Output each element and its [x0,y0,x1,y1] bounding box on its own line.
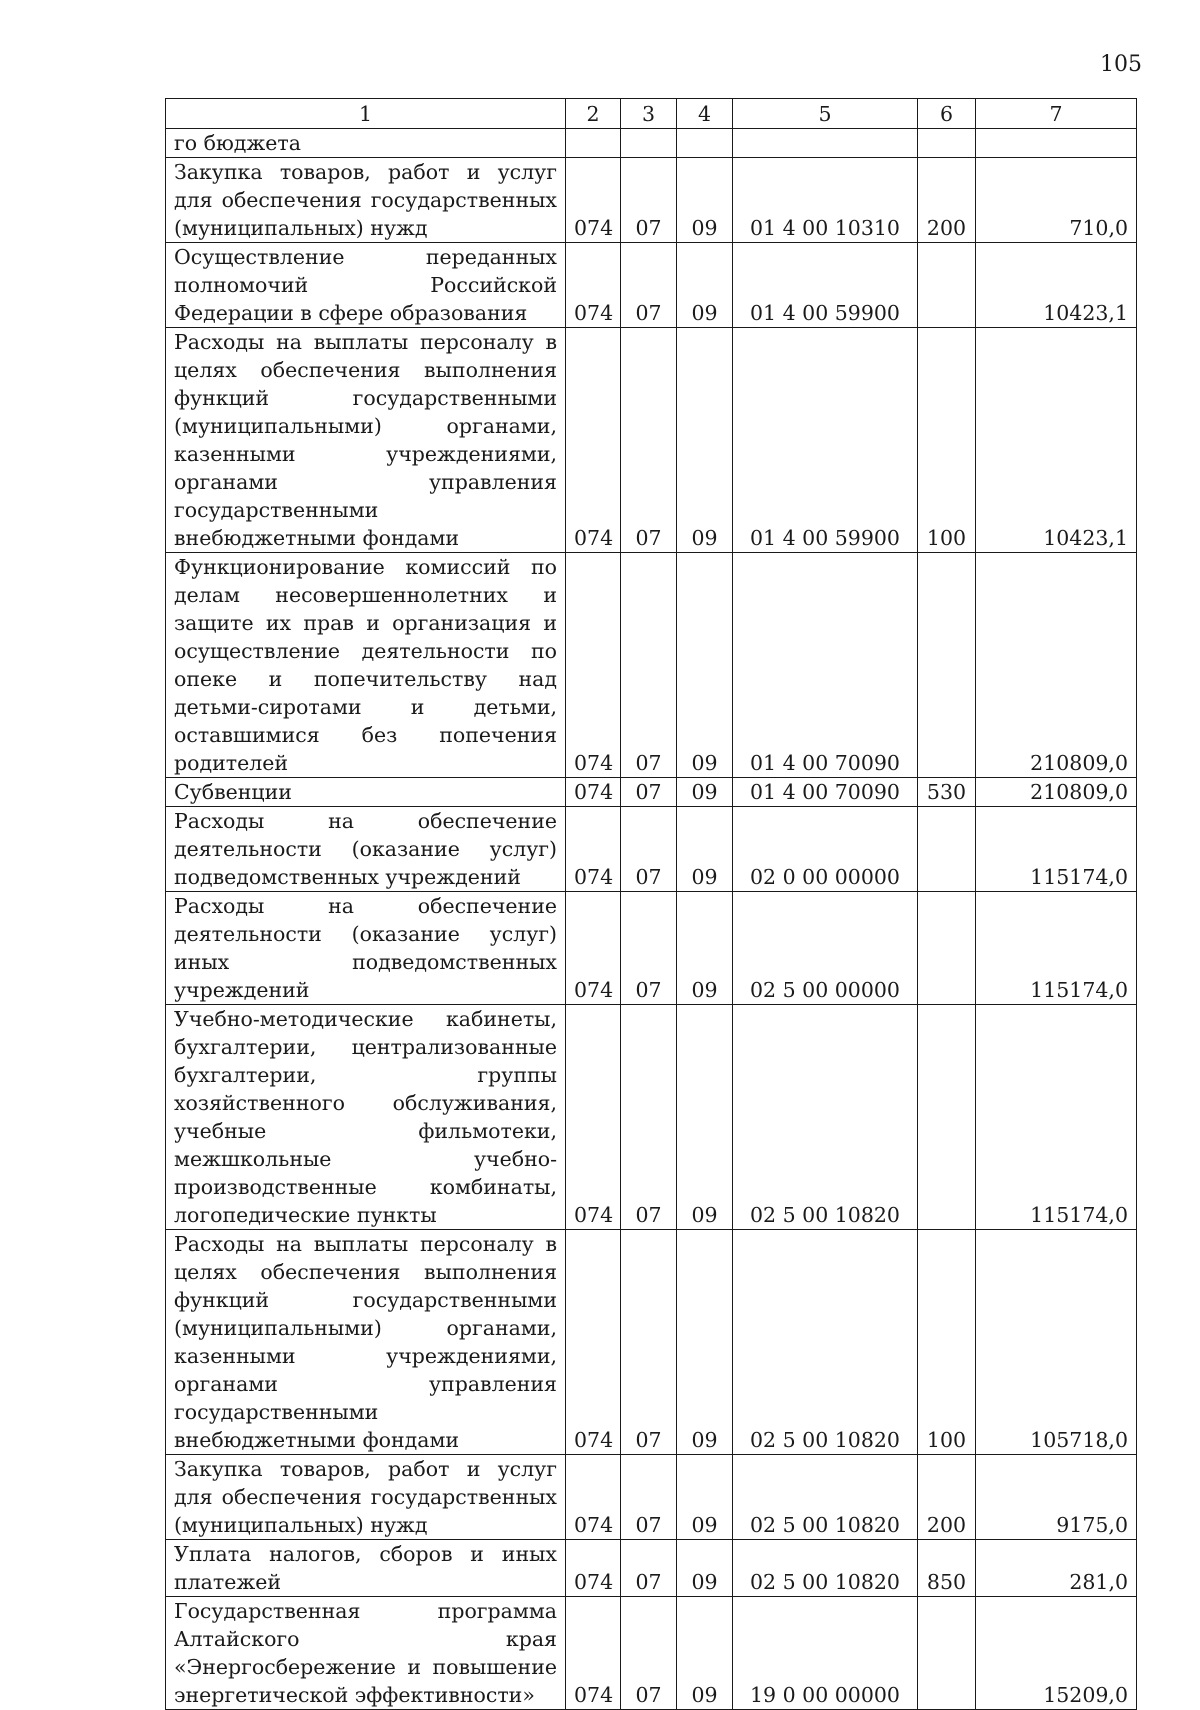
amount-cell: 210809,0 [976,553,1137,778]
table-row [166,778,1137,807]
section-cell: 07 [621,1230,677,1455]
admin-code-cell: 074 [566,328,621,553]
amount-cell: 105718,0 [976,1230,1137,1455]
expense-type-cell [918,129,976,158]
target-article-cell: 01 4 00 70090 [733,553,918,778]
target-article-cell: 02 0 00 00000 [733,807,918,892]
admin-code-cell: 074 [566,778,621,807]
table-row [166,553,1137,778]
target-article-cell: 01 4 00 70090 [733,778,918,807]
target-article-cell: 01 4 00 10310 [733,158,918,243]
target-article-cell: 02 5 00 10820 [733,1005,918,1230]
admin-code-cell: 074 [566,1540,621,1597]
target-article-cell: 02 5 00 00000 [733,892,918,1005]
subsection-cell: 09 [677,243,733,328]
header-cell-5: 5 [733,99,918,129]
page-number: 105 [1100,52,1142,77]
subsection-cell: 09 [677,807,733,892]
admin-code-cell: 074 [566,243,621,328]
subsection-cell: 09 [677,778,733,807]
expense-type-cell [918,1597,976,1710]
expense-type-cell: 850 [918,1540,976,1597]
expense-type-cell: 200 [918,1455,976,1540]
table-row [166,328,1137,553]
section-cell: 07 [621,1540,677,1597]
table-row [166,807,1137,892]
table-row [166,1597,1137,1710]
expense-type-cell: 200 [918,158,976,243]
header-cell-3: 3 [621,99,677,129]
table-row [166,1230,1137,1455]
section-cell [621,129,677,158]
amount-cell: 115174,0 [976,1005,1137,1230]
amount-cell: 210809,0 [976,778,1137,807]
table-row [166,1005,1137,1230]
budget-table [165,98,1137,1710]
subsection-cell: 09 [677,1230,733,1455]
subsection-cell: 09 [677,1455,733,1540]
row-name-cell: Расходы на выплаты персоналу в целях обеспечения выполнения функций государственными (муниципальными) органами, казенными учреждениями, органами управления государственными внебюджетными фондами [166,1230,566,1455]
amount-cell: 15209,0 [976,1597,1137,1710]
row-name-cell: Закупка товаров, работ и услуг для обеспечения государственных (муниципальных) нужд [166,158,566,243]
table-row [166,129,1137,158]
subsection-cell: 09 [677,892,733,1005]
row-name-cell: Расходы на выплаты персоналу в целях обеспечения выполнения функций государственными (муниципальными) органами, казенными учреждениями, органами управления государственными внебюджетными фондами [166,328,566,553]
target-article-cell: 02 5 00 10820 [733,1540,918,1597]
header-cell-4: 4 [677,99,733,129]
admin-code-cell: 074 [566,158,621,243]
subsection-cell [677,129,733,158]
table-row [166,158,1137,243]
table-row [166,243,1137,328]
admin-code-cell: 074 [566,1005,621,1230]
amount-cell [976,129,1137,158]
row-name-cell: го бюджета [166,129,566,158]
section-cell: 07 [621,158,677,243]
row-name-cell: Субвенции [166,778,566,807]
row-name-cell: Уплата налогов, сборов и иных платежей [166,1540,566,1597]
row-name-cell: Учебно-методические кабинеты, бухгалтерии, централизованные бухгалтерии, группы хозяйственного обслуживания, учебные фильмотеки, межшкольные учебно-производственные комбинаты, логопедические пункты [166,1005,566,1230]
section-cell: 07 [621,1005,677,1230]
table-row [166,1455,1137,1540]
target-article-cell: 01 4 00 59900 [733,328,918,553]
expense-type-cell [918,553,976,778]
subsection-cell: 09 [677,1005,733,1230]
header-cell-6: 6 [918,99,976,129]
header-cell-2: 2 [566,99,621,129]
admin-code-cell: 074 [566,1455,621,1540]
amount-cell: 10423,1 [976,243,1137,328]
table-row [166,1540,1137,1597]
table-row [166,892,1137,1005]
amount-cell: 115174,0 [976,807,1137,892]
row-name-cell: Закупка товаров, работ и услуг для обеспечения государственных (муниципальных) нужд [166,1455,566,1540]
row-name-cell: Функционирование комиссий по делам несовершеннолетних и защите их прав и организация и осуществление деятельности по опеке и попечительству над детьми-сиротами и детьми, оставшимися без попечения родителей [166,553,566,778]
amount-cell: 9175,0 [976,1455,1137,1540]
section-cell: 07 [621,778,677,807]
section-cell: 07 [621,1597,677,1710]
amount-cell: 281,0 [976,1540,1137,1597]
section-cell: 07 [621,1455,677,1540]
admin-code-cell: 074 [566,807,621,892]
header-cell-7: 7 [976,99,1137,129]
section-cell: 07 [621,892,677,1005]
admin-code-cell: 074 [566,1230,621,1455]
amount-cell: 115174,0 [976,892,1137,1005]
expense-type-cell [918,1005,976,1230]
target-article-cell: 01 4 00 59900 [733,243,918,328]
row-name-cell: Государственная программа Алтайского края «Энергосбережение и повышение энергетической эффективности» [166,1597,566,1710]
row-name-cell: Расходы на обеспечение деятельности (оказание услуг) подведомственных учреждений [166,807,566,892]
expense-type-cell [918,807,976,892]
expense-type-cell: 530 [918,778,976,807]
admin-code-cell [566,129,621,158]
subsection-cell: 09 [677,1597,733,1710]
expense-type-cell [918,892,976,1005]
header-cell-1: 1 [166,99,566,129]
subsection-cell: 09 [677,1540,733,1597]
section-cell: 07 [621,807,677,892]
admin-code-cell: 074 [566,1597,621,1710]
section-cell: 07 [621,553,677,778]
amount-cell: 10423,1 [976,328,1137,553]
target-article-cell: 19 0 00 00000 [733,1597,918,1710]
expense-type-cell [918,243,976,328]
section-cell: 07 [621,243,677,328]
target-article-cell: 02 5 00 10820 [733,1455,918,1540]
row-name-cell: Осуществление переданных полномочий Российской Федерации в сфере образования [166,243,566,328]
table-header-row [166,99,1137,129]
expense-type-cell: 100 [918,328,976,553]
subsection-cell: 09 [677,328,733,553]
admin-code-cell: 074 [566,892,621,1005]
row-name-cell: Расходы на обеспечение деятельности (оказание услуг) иных подведомственных учреждений [166,892,566,1005]
subsection-cell: 09 [677,158,733,243]
expense-type-cell: 100 [918,1230,976,1455]
section-cell: 07 [621,328,677,553]
amount-cell: 710,0 [976,158,1137,243]
target-article-cell [733,129,918,158]
target-article-cell: 02 5 00 10820 [733,1230,918,1455]
admin-code-cell: 074 [566,553,621,778]
subsection-cell: 09 [677,553,733,778]
